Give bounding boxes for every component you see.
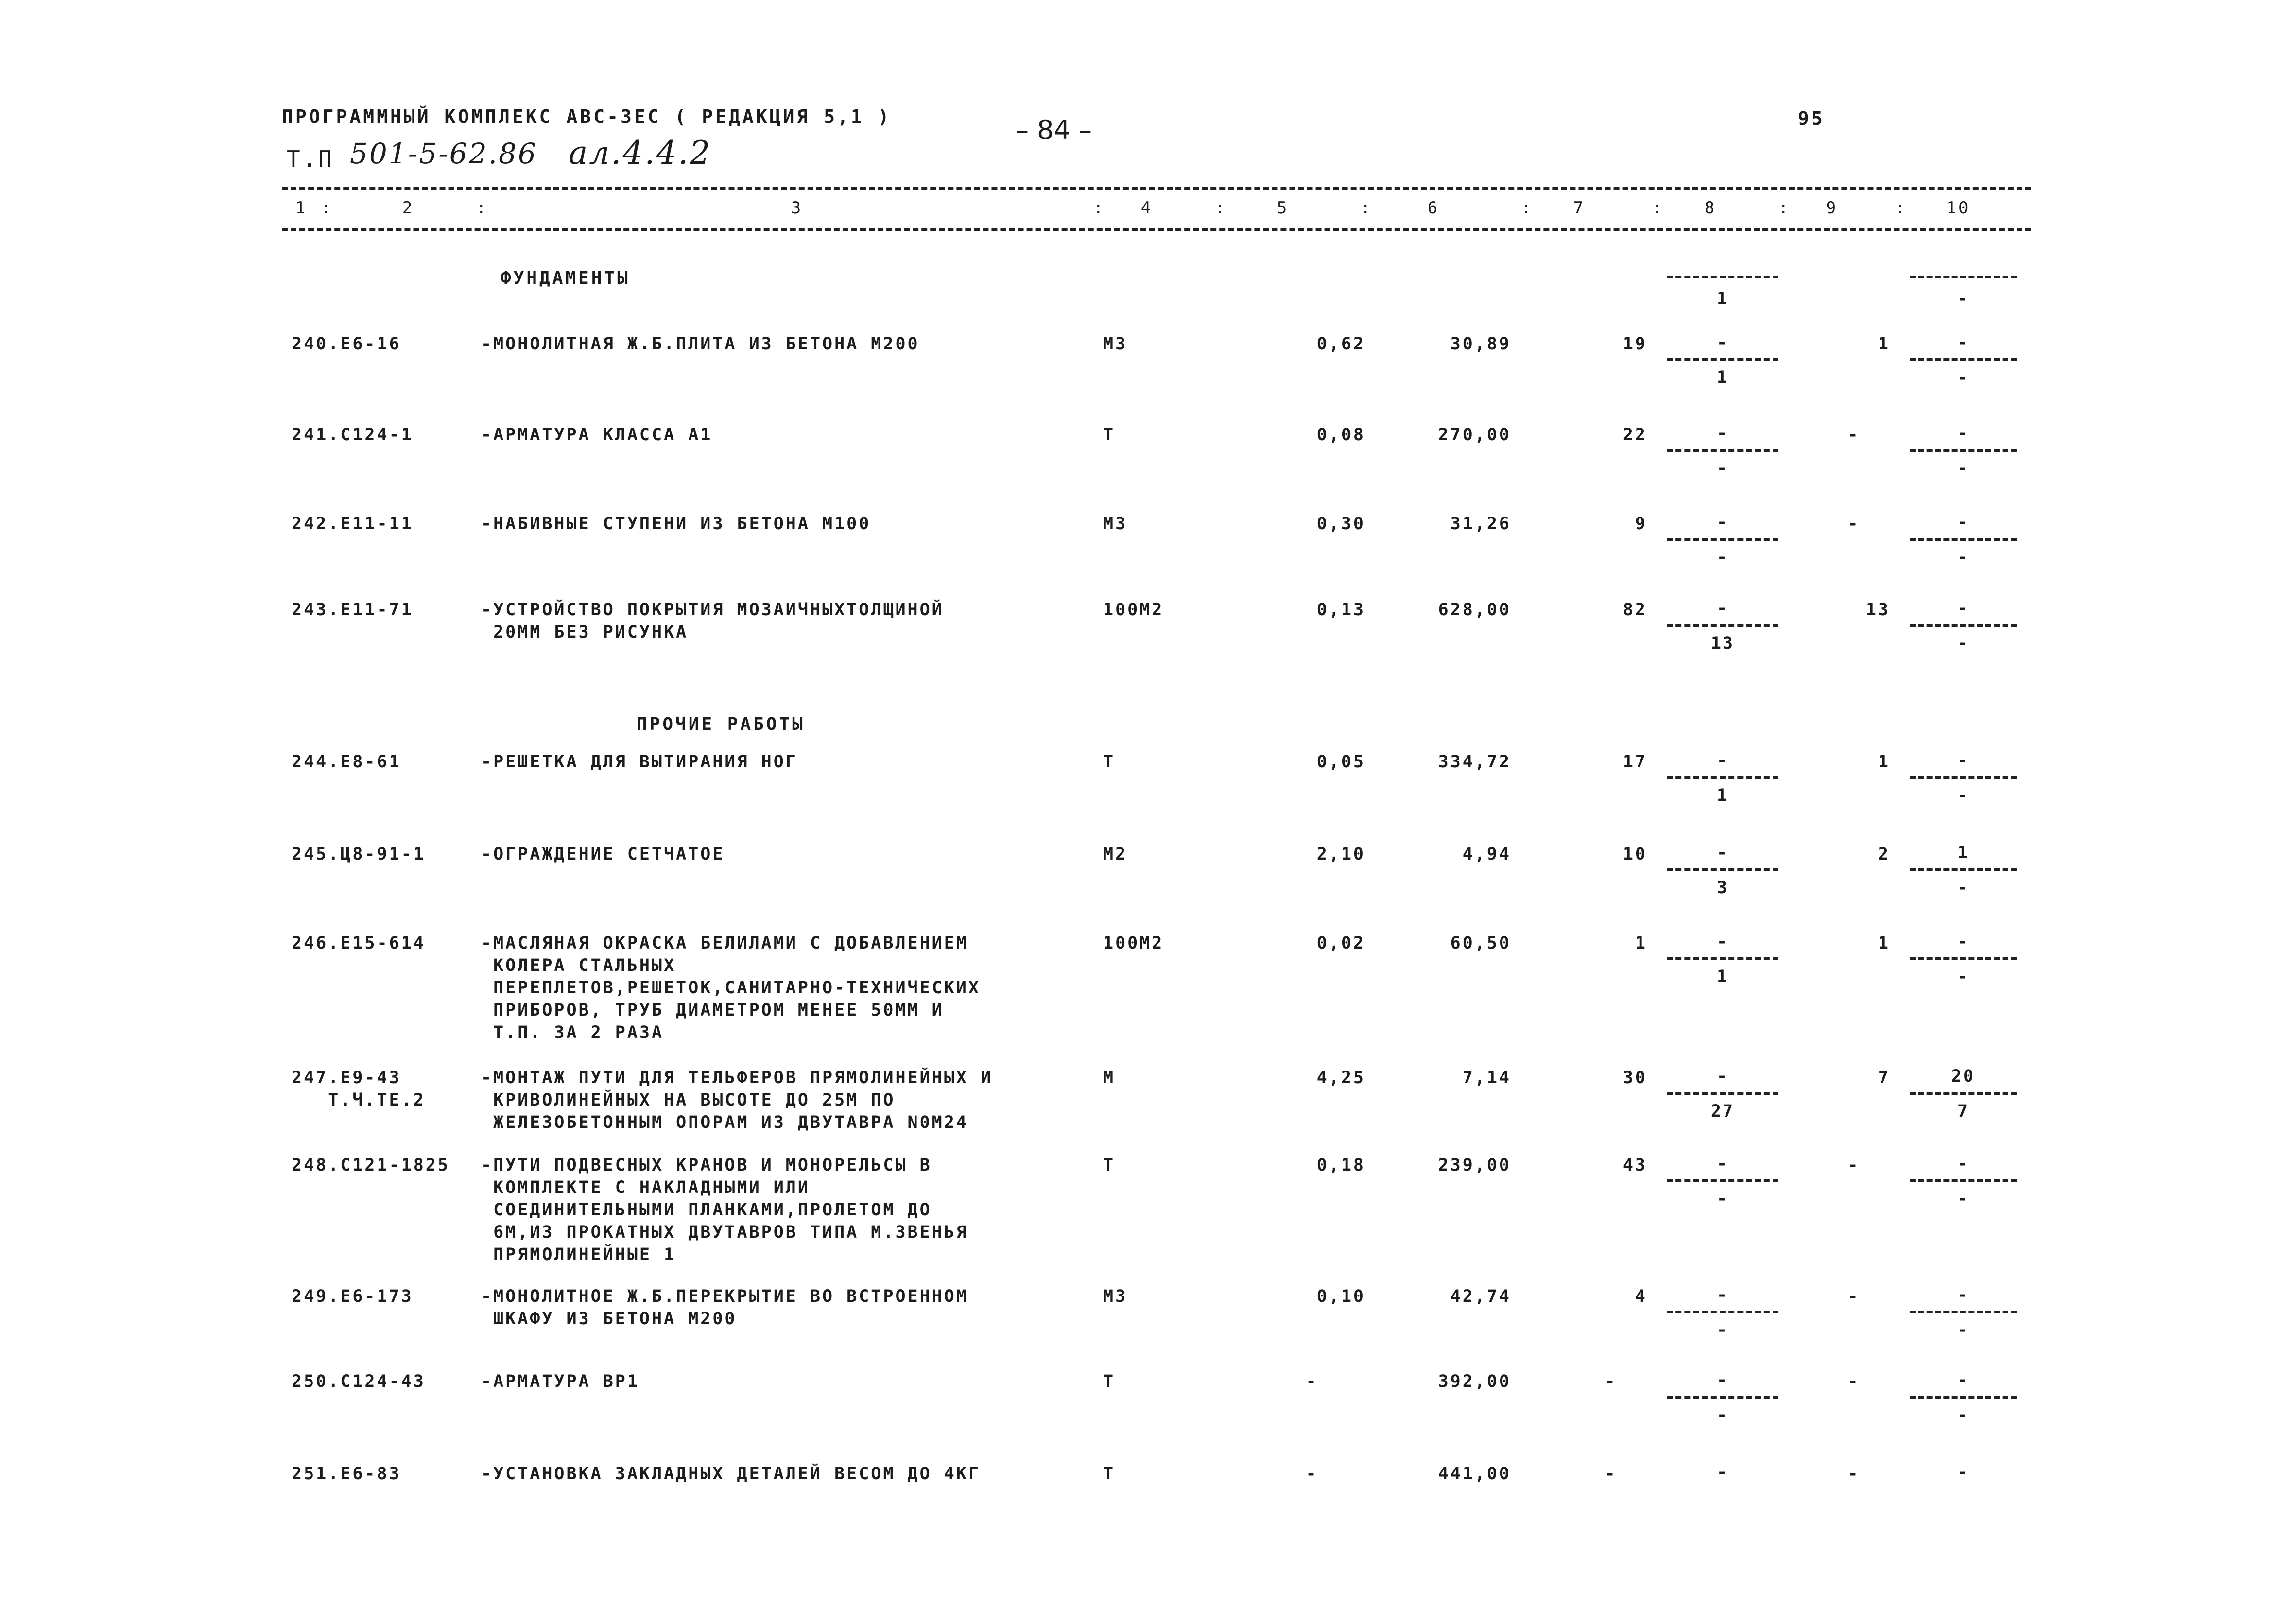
row-col8-fraction-top: - <box>1716 1154 1729 1174</box>
row-col9: 1 <box>1878 933 1890 953</box>
row-col10-fraction <box>1910 751 2017 804</box>
col-header-6: 6 <box>1427 198 1440 218</box>
row-col10-fraction-top: - <box>1957 1154 1969 1174</box>
row-code: 242.Е11-11 <box>292 514 414 534</box>
row-description: -АРМАТУРА ВР1 <box>481 1372 639 1391</box>
row-col10-fraction-bottom: - <box>1957 368 1969 387</box>
row-col8-fraction-top: - <box>1716 599 1729 618</box>
row-quantity: 0,10 <box>1316 1287 1365 1306</box>
row-col8-fraction-top: - <box>1716 843 1729 863</box>
row-col8-fraction-top: - <box>1716 333 1729 352</box>
row-col8-fraction <box>1667 1370 1778 1424</box>
row-col10-fraction <box>1910 424 2017 477</box>
col-header-5: 5 <box>1277 198 1289 218</box>
row-col8-fraction <box>1667 932 1778 985</box>
row-col7: 43 <box>1623 1156 1647 1175</box>
row-col10-fraction-bottom: - <box>1957 634 1969 653</box>
row-unit: М3 <box>1103 1287 1128 1306</box>
row-code: 248.С121-1825 <box>292 1156 450 1175</box>
row-col8-fraction-bottom: 1 <box>1716 967 1729 986</box>
row-code: 251.Е6-83 <box>292 1464 401 1484</box>
row-unit: Т <box>1103 752 1116 772</box>
row-unit-price: 392,00 <box>1438 1372 1511 1391</box>
row-col7: - <box>1605 1464 1617 1484</box>
row-code: 245.Ц8-91-1 <box>292 845 426 864</box>
row-col8-fraction-bottom: 13 <box>1710 634 1735 653</box>
row-code: 246.Е15-614 <box>292 933 426 953</box>
row-quantity: 0,30 <box>1316 514 1365 534</box>
row-col9: 1 <box>1878 334 1890 354</box>
row-col10-fraction <box>1910 1067 2017 1120</box>
row-description: -МАСЛЯНАЯ ОКРАСКА БЕЛИЛАМИ С ДОБАВЛЕНИЕМ КОЛЕРА СТАЛЬНЫХ ПЕРЕПЛЕТОВ,РЕШЕТОК,САНИТАРНО-ТЕХНИЧЕСКИХ ПРИБОРОВ, ТРУБ ДИАМЕТРОМ МЕНЕЕ 50ММ И Т.П. ЗА 2 РАЗА <box>481 933 981 1042</box>
row-unit: Т <box>1103 1156 1116 1175</box>
col-header-1: 1 <box>295 198 308 218</box>
row-col8-fraction <box>1667 1463 1778 1516</box>
row-unit-price: 334,72 <box>1438 752 1511 772</box>
row-col8-fraction <box>1667 1285 1778 1339</box>
row-col10-fraction <box>1910 513 2017 566</box>
row-col7: 19 <box>1623 334 1647 354</box>
col-header-2: 2 <box>402 198 414 218</box>
row-unit-price: 628,00 <box>1438 600 1511 620</box>
row-col8-fraction-top: - <box>1716 513 1729 532</box>
row-col9: - <box>1847 1372 1860 1391</box>
row-unit-price: 4,94 <box>1462 845 1511 864</box>
row-col7: 82 <box>1623 600 1647 620</box>
row-unit: Т <box>1103 1464 1116 1484</box>
header-bottom-rule <box>282 228 2031 231</box>
row-col8-fraction-top: - <box>1716 1285 1729 1305</box>
row-col8-fraction-top: - <box>1716 1463 1729 1482</box>
row-code: 240.Е6-16 <box>292 334 401 354</box>
row-unit-price: 270,00 <box>1438 425 1511 445</box>
row-col8-fraction <box>1667 1067 1778 1120</box>
row-col9: - <box>1847 1156 1860 1175</box>
row-col10-fraction-bottom: 7 <box>1957 1102 1969 1121</box>
row-quantity: 0,08 <box>1316 425 1365 445</box>
row-col10-fraction-top: 20 <box>1951 1067 1975 1086</box>
row-col10-fraction-top: - <box>1957 1285 1969 1305</box>
row-col9: - <box>1847 514 1860 534</box>
row-col8-fraction <box>1667 843 1778 897</box>
row-col7: 4 <box>1635 1287 1647 1306</box>
col-header-4: 4 <box>1140 198 1153 218</box>
row-col10-fraction-top: - <box>1957 932 1969 951</box>
row-unit: 100М2 <box>1103 933 1164 953</box>
col-header-3: 3 <box>791 198 803 218</box>
row-quantity: 0,05 <box>1316 752 1365 772</box>
row-description: -УСТАНОВКА ЗАКЛАДНЫХ ДЕТАЛЕЙ ВЕСОМ ДО 4КГ <box>481 1464 981 1484</box>
row-unit-price: 31,26 <box>1450 514 1511 534</box>
row-col8-fraction-bottom: 3 <box>1716 878 1729 898</box>
row-col8-fraction <box>1667 333 1778 386</box>
row-unit-price: 7,14 <box>1462 1068 1511 1088</box>
row-description: -МОНОЛИТНОЕ Ж.Б.ПЕРЕКРЫТИЕ ВО ВСТРОЕННОМ ШКАФУ ИЗ БЕТОНА М200 <box>481 1287 968 1329</box>
row-col10-fraction-bottom: - <box>1957 786 1969 805</box>
row-col8-fraction-top: - <box>1716 1067 1729 1086</box>
row-col8-fraction-top: - <box>1716 424 1729 443</box>
row-code: 241.С124-1 <box>292 425 414 445</box>
row-quantity: - <box>1306 1464 1318 1484</box>
row-quantity: 4,25 <box>1316 1068 1365 1088</box>
row-col8-fraction-bottom: - <box>1716 548 1729 567</box>
row-col7: 17 <box>1623 752 1647 772</box>
row-col8-fraction-bottom: - <box>1716 459 1729 478</box>
row-col7: 30 <box>1623 1068 1647 1088</box>
row-col10-fraction-bottom: - <box>1957 878 1969 898</box>
row-col10-fraction-top: - <box>1957 599 1969 618</box>
row-col7: 10 <box>1623 845 1647 864</box>
row-col8-fraction-top: - <box>1716 1370 1729 1390</box>
row-col10-fraction <box>1910 599 2017 652</box>
row-col10-fraction-top: - <box>1957 751 1969 770</box>
row-col9: - <box>1847 1287 1860 1306</box>
program-header: ПРОГРАММНЫЙ КОМПЛЕКС АВС-ЗЕС ( РЕДАКЦИЯ 5,1 ) <box>282 106 892 127</box>
row-col8-fraction <box>1667 1154 1778 1208</box>
row-col10-fraction <box>1910 1285 2017 1339</box>
page-number-right: 95 <box>1798 108 1825 129</box>
col-header-8: 8 <box>1704 198 1717 218</box>
row-unit-price: 42,74 <box>1450 1287 1511 1306</box>
row-quantity: 2,10 <box>1316 845 1365 864</box>
row-unit-price: 441,00 <box>1438 1464 1511 1484</box>
section-title-foundations: ФУНДАМЕНТЫ <box>501 268 630 288</box>
row-col10-fraction-top: - <box>1957 424 1969 443</box>
row-col8-fraction <box>1667 424 1778 477</box>
row-col9: - <box>1847 425 1860 445</box>
row-col10-fraction <box>1910 843 2017 897</box>
row-unit-price: 239,00 <box>1438 1156 1511 1175</box>
row-quantity: 0,02 <box>1316 933 1365 953</box>
row-description: -РЕШЕТКА ДЛЯ ВЫТИРАНИЯ НОГ <box>481 752 798 772</box>
row-col10-fraction-bottom: - <box>1957 1320 1969 1340</box>
section-fraction-col8: 1 <box>1667 265 1778 313</box>
row-col8-fraction-top: - <box>1716 751 1729 770</box>
row-col7: - <box>1605 1372 1617 1391</box>
row-description: -ПУТИ ПОДВЕСНЫХ КРАНОВ И МОНОРЕЛЬСЫ В КОМПЛЕКТЕ С НАКЛАДНЫМИ ИЛИ СОЕДИНИТЕЛЬНЫМИ ПЛАНКАМИ,ПРОЛЕТОМ ДО 6М,ИЗ ПРОКАТНЫХ ДВУТАВРОВ ТИПА М.ЗВЕНЬЯ ПРЯМОЛИНЕЙНЫЕ 1 <box>481 1156 968 1264</box>
row-quantity: 0,62 <box>1316 334 1365 354</box>
row-col10-fraction-bottom: - <box>1957 1189 1969 1209</box>
row-col10-fraction-bottom: - <box>1957 967 1969 986</box>
row-col10-fraction-top: - <box>1957 513 1969 532</box>
row-unit-price: 30,89 <box>1450 334 1511 354</box>
row-quantity: - <box>1306 1372 1318 1391</box>
row-col8-fraction-top: - <box>1716 932 1729 951</box>
row-col10-fraction <box>1910 932 2017 985</box>
row-col10-fraction <box>1910 1463 2017 1516</box>
row-col8-fraction-bottom: 1 <box>1716 368 1729 387</box>
section-fraction-col10: - <box>1910 265 2017 313</box>
row-code: 243.Е11-71 <box>292 600 414 620</box>
row-col7: 9 <box>1635 514 1647 534</box>
row-description: -УСТРОЙСТВО ПОКРЫТИЯ МОЗАИЧНЫХТОЛЩИНОЙ 20ММ БЕЗ РИСУНКА <box>481 600 944 642</box>
row-unit: М3 <box>1103 334 1128 354</box>
row-col8-fraction <box>1667 751 1778 804</box>
row-col8-fraction-bottom: - <box>1716 1189 1729 1209</box>
row-col8-fraction <box>1667 599 1778 652</box>
row-description: -НАБИВНЫЕ СТУПЕНИ ИЗ БЕТОНА М100 <box>481 514 871 534</box>
page-number-center: – 84 – <box>1016 115 1092 145</box>
row-col10-fraction <box>1910 1370 2017 1424</box>
row-col10-fraction-top: 1 <box>1957 843 1969 863</box>
row-col9: 1 <box>1878 752 1890 772</box>
section-title-other-works: ПРОЧИЕ РАБОТЫ <box>637 714 805 734</box>
row-code: 250.С124-43 <box>292 1372 426 1391</box>
col-header-9: 9 <box>1826 198 1838 218</box>
row-col10-fraction-top: - <box>1957 1463 1969 1482</box>
row-col8-fraction-bottom: - <box>1716 1405 1729 1425</box>
row-code: 249.Е6-173 <box>292 1287 414 1306</box>
row-col9: 13 <box>1865 600 1890 620</box>
row-quantity: 0,13 <box>1316 600 1365 620</box>
row-col8-fraction-bottom: - <box>1716 1320 1729 1340</box>
row-col7: 22 <box>1623 425 1647 445</box>
row-unit-price: 60,50 <box>1450 933 1511 953</box>
row-description: -ОГРАЖДЕНИЕ СЕТЧАТОЕ <box>481 845 725 864</box>
row-col10-fraction-bottom: - <box>1957 459 1969 478</box>
row-col8-fraction <box>1667 513 1778 566</box>
row-unit: Т <box>1103 1372 1116 1391</box>
row-unit: М <box>1103 1068 1116 1088</box>
row-col7: 1 <box>1635 933 1647 953</box>
row-col10-fraction <box>1910 333 2017 386</box>
col-header-7: 7 <box>1573 198 1586 218</box>
row-col10-fraction <box>1910 1154 2017 1208</box>
row-unit: 100М2 <box>1103 600 1164 620</box>
row-code: 244.Е8-61 <box>292 752 401 772</box>
row-col8-fraction-bottom: 27 <box>1710 1102 1735 1121</box>
row-unit: М2 <box>1103 845 1128 864</box>
row-code: 247.Е9-43 Т.Ч.ТЕ.2 <box>292 1068 426 1110</box>
row-quantity: 0,18 <box>1316 1156 1365 1175</box>
row-col10-fraction-top: - <box>1957 333 1969 352</box>
row-col9: 2 <box>1878 845 1890 864</box>
row-unit: Т <box>1103 425 1116 445</box>
row-col10-fraction-bottom: - <box>1957 548 1969 567</box>
row-unit: М3 <box>1103 514 1128 534</box>
row-description: -АРМАТУРА КЛАССА А1 <box>481 425 713 445</box>
row-description: -МОНОЛИТНАЯ Ж.Б.ПЛИТА ИЗ БЕТОНА М200 <box>481 334 920 354</box>
row-col10-fraction-bottom: - <box>1957 1405 1969 1425</box>
project-number-handwritten: 501-5-62.86 <box>350 137 537 170</box>
row-description: -МОНТАЖ ПУТИ ДЛЯ ТЕЛЬФЕРОВ ПРЯМОЛИНЕЙНЫХ И КРИВОЛИНЕЙНЫХ НА ВЫСОТЕ ДО 25М ПО ЖЕЛЕЗОБЕТОННЫМ ОПОРАМ ИЗ ДВУТАВРА N0М24 <box>481 1068 993 1132</box>
album-handwritten: ал.4.4.2 <box>569 134 712 172</box>
row-col8-fraction-bottom: 1 <box>1716 786 1729 805</box>
row-col10-fraction-top: - <box>1957 1370 1969 1390</box>
row-col9: - <box>1847 1464 1860 1484</box>
col-header-10: 10 <box>1946 198 1970 218</box>
top-rule <box>282 187 2031 190</box>
row-col9: 7 <box>1878 1068 1890 1088</box>
project-label: Т.П <box>287 146 335 172</box>
